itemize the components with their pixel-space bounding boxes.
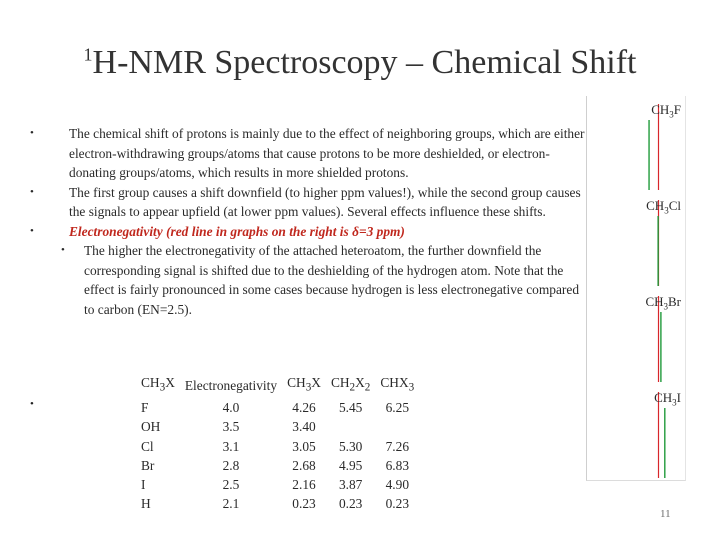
cell-substituent: H [141, 496, 151, 512]
cell-ch2x2: 0.23 [338, 496, 363, 512]
bullet-item-2 [30, 183, 590, 222]
title-superscript: 1 [83, 44, 93, 65]
bullet-dot: • [30, 224, 34, 237]
sub-bullet-item [30, 241, 590, 319]
cell-ch3x: 2.16 [292, 477, 316, 493]
table-row [137, 456, 419, 475]
cell-chx3: 7.26 [385, 438, 410, 454]
cell-chx3: 6.83 [385, 457, 410, 473]
cell-substituent: OH [141, 419, 161, 435]
cell-en: 4.0 [222, 399, 240, 415]
bullet-item-1 [30, 124, 590, 183]
bullet-text: The first group causes a shift downfield (to higher ppm values!), while the second group causes the signals to appear upfield (at lower ppm values). Several effects influence these shifts. [69, 184, 581, 219]
header-electronegativity: Electronegativity [184, 377, 278, 393]
cell-chx3: 0.23 [385, 496, 410, 512]
bullet-dot: • [30, 127, 34, 139]
cell-substituent: I [141, 477, 146, 493]
cell-ch3x: 2.68 [292, 457, 316, 473]
header-ch3x: $CH_3X$ [141, 375, 175, 394]
spectrum-panel-ch3i [586, 384, 686, 481]
spectrum-label: $CH_3Br$ [645, 294, 681, 312]
bullet-text-electronegativity: Electronegativity (red line in graphs on the right is δ=3 ppm) [69, 223, 405, 239]
cell-ch2x2: 5.30 [338, 438, 363, 454]
bullet-text: The chemical shift of protons is mainly due to the effect of neighboring groups, which are either electron-withdrawing groups/atoms that cause protons to be more deshielded, or electron-donating groups/atoms, which results in more shielded protons. [69, 126, 585, 180]
header-ch3x-shift: $CH_3X$ [287, 375, 321, 394]
cell-en: 2.8 [222, 457, 240, 473]
spectrum-label: $CH_3F$ [651, 102, 681, 120]
spectrum-label: $CH_3Cl$ [646, 198, 681, 216]
title-text: H-NMR Spectroscopy – Chemical Shift [92, 44, 637, 81]
bullet-text: The higher the electronegativity of the attached heteroatom, the further downfield the corresponding signal is shifted due to the deshielding of the hydrogen atom. Note that the effect is fairly pronounced in some cases because hydrogen is less electronegative compared to carbon (EN=2.5). [84, 243, 580, 317]
cell-ch2x2 [326, 417, 375, 436]
cell-ch3x: 3.05 [292, 438, 316, 454]
cell-en: 3.1 [222, 438, 240, 454]
cell-chx3: 6.25 [385, 399, 410, 415]
cell-substituent: Cl [141, 438, 154, 454]
cell-ch2x2: 4.95 [338, 457, 363, 473]
cell-en: 2.5 [222, 477, 240, 493]
cell-ch2x2: 5.45 [338, 399, 363, 415]
table-row [137, 494, 419, 513]
cell-chx3 [375, 417, 419, 436]
table-row [137, 437, 419, 456]
cell-ch3x: 4.26 [292, 399, 316, 415]
bullet-list [30, 124, 590, 319]
header-ch2x2: $CH_2X_2$ [330, 375, 371, 394]
cell-substituent: F [141, 399, 149, 415]
bullet-dot: • [30, 185, 34, 198]
slide-title [0, 44, 720, 82]
table-header-row [137, 373, 419, 398]
bullet-item-3 [30, 222, 590, 242]
table-row [137, 398, 419, 417]
cell-en: 2.1 [222, 496, 240, 512]
table-row [137, 417, 419, 436]
table-bullet-dot: • [30, 398, 34, 410]
spectrum-panel-ch3f [586, 96, 686, 193]
header-chx3: $CHX_3$ [380, 375, 415, 394]
cell-ch3x: 3.40 [292, 419, 316, 435]
table-row [137, 475, 419, 494]
cell-ch3x: 0.23 [292, 496, 316, 512]
spectrum-label: $CH_3I$ [654, 390, 681, 408]
spectrum-panel-ch3br [586, 288, 686, 385]
spectrum-panel-ch3cl [586, 192, 686, 289]
chemical-shift-table [137, 373, 419, 514]
cell-chx3: 4.90 [385, 477, 410, 493]
cell-ch2x2: 3.87 [338, 477, 363, 493]
cell-substituent: Br [141, 457, 155, 473]
bullet-dot: • [61, 244, 65, 256]
cell-en: 3.5 [222, 419, 240, 435]
page-number: 11 [660, 508, 671, 520]
